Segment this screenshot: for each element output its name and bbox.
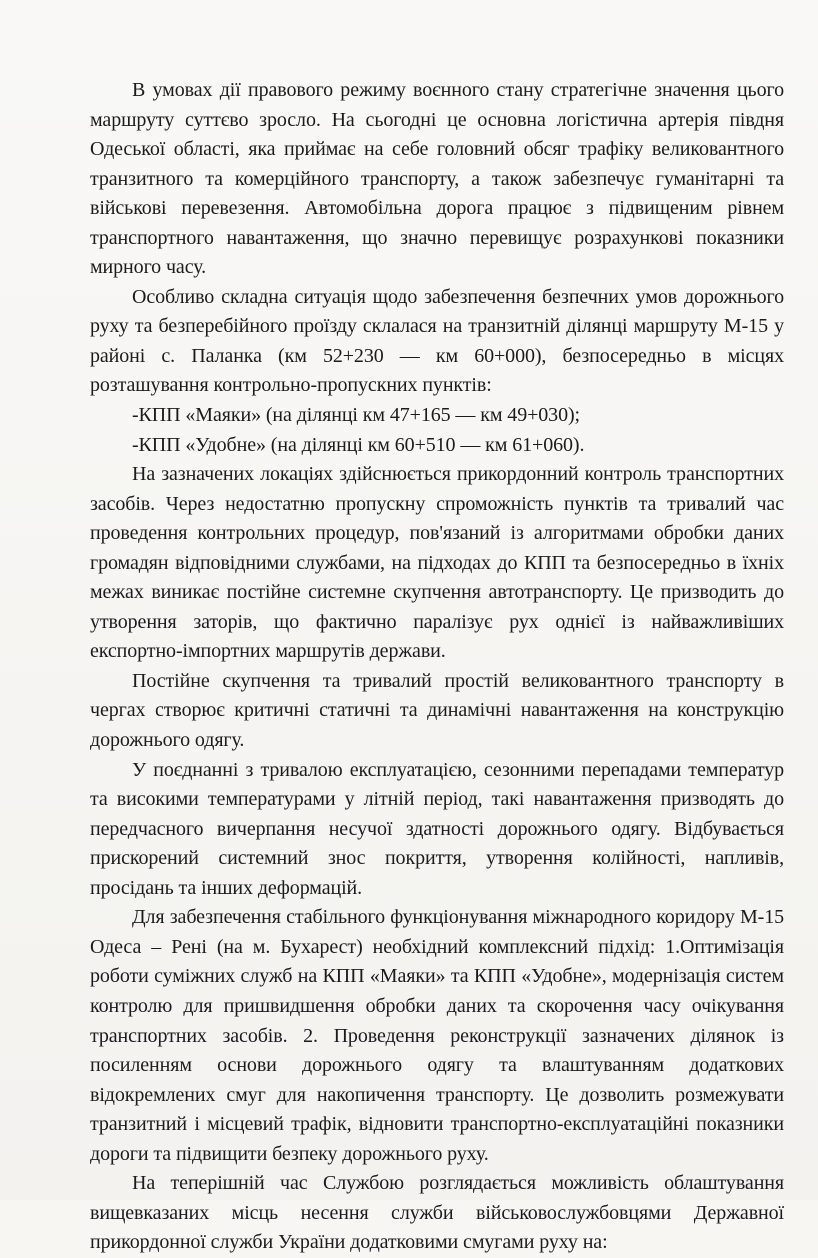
document-body <box>90 76 784 1258</box>
paragraph-heavy-traffic-load: Постійне скупчення та тривалий простій великовантного транспорту в чергах створює критичні статичні та динамічні навантаження на конструкцію дорожнього одягу. <box>90 669 784 752</box>
paragraph-palanka-section: Особливо складна ситуація щодо забезпечення безпечних умов дорожнього руху та безперебійного проїзду склалася на транзитній ділянці маршруту М-15 у районі с. Паланка (км 52+230 — км 60+000), безпосередньо в місцях розташування контрольно-пропускних пунктів: <box>90 285 784 397</box>
paragraph-border-control: На зазначених локаціях здійснюється прикордонний контроль транспортних засобів. Через недостатню пропускну спроможність пунктів та тривалий час проведення контрольних процедур, пов'язаний із алгоритмами обробки даних громадян відповідними службами, на підходах до КПП та безпосередньо в їхніх межах виникає постійне системне скупчення автотранспорту. Це призводить до утворення заторів, що фактично паралізує рух однієї із найважливіших експортно-імпортних маршрутів держави. <box>90 463 784 663</box>
paragraph-comprehensive-approach: Для забезпечення стабільного функціонування міжнародного коридору М-15 Одеса – Рені (на м. Бухарест) необхідний комплексний підхід: 1.Оптимізація роботи суміжних служб на КПП «Маяки» та КПП «Удобне», модернізація систем контролю для пришвидшення обробки даних та скорочення часу очікування транспортних засобів. 2. Проведення реконструкції зазначених ділянок із посиленням основи дорожнього одягу та влаштуванням додаткових відокремлених смуг для накопичення транспорту. Це дозволить розмежувати транзитний і місцевий трафік, відновити транспортно-експлуатаційні показники дороги та підвищити безпеку дорожнього руху. <box>90 906 784 1165</box>
checkpoint-udobne-item: -КПП «Удобне» (на ділянці км 60+510 — км 61+060). <box>132 433 585 456</box>
paragraph-additional-lanes: На теперішній час Службою розглядається можливість облаштування вищевказаних місць несення служби військовослужбовцями Державної прикордонної служби України додатковими смугами руху на: <box>90 1172 784 1254</box>
checkpoint-mayaky-item: -КПП «Маяки» (на ділянці км 47+165 — км 49+030); <box>132 404 581 427</box>
paragraph-martial-law-context: В умовах дії правового режиму воєнного стану стратегічне значення цього маршруту суттєво зросло. На сьогодні це основна логістична артерія півдня Одеської області, яка приймає на себе головний обсяг трафіку великовантного транзитного та комерційного транспорту, а також забезпечує гуманітарні та військові перевезення. Автомобільна дорога працює з підвищеним рівнем транспортного навантаження, що значно перевищує розрахункові показники мирного часу. <box>90 79 784 279</box>
paragraph-pavement-wear: У поєднанні з тривалою експлуатацією, сезонними перепадами температур та високими температурами у літній період, такі навантаження призводять до передчасного вичерпання несучої здатності дорожнього одягу. Відбувається прискорений системний знос покриття, утворення колійності, напливів, просідань та інших деформацій. <box>90 758 784 899</box>
